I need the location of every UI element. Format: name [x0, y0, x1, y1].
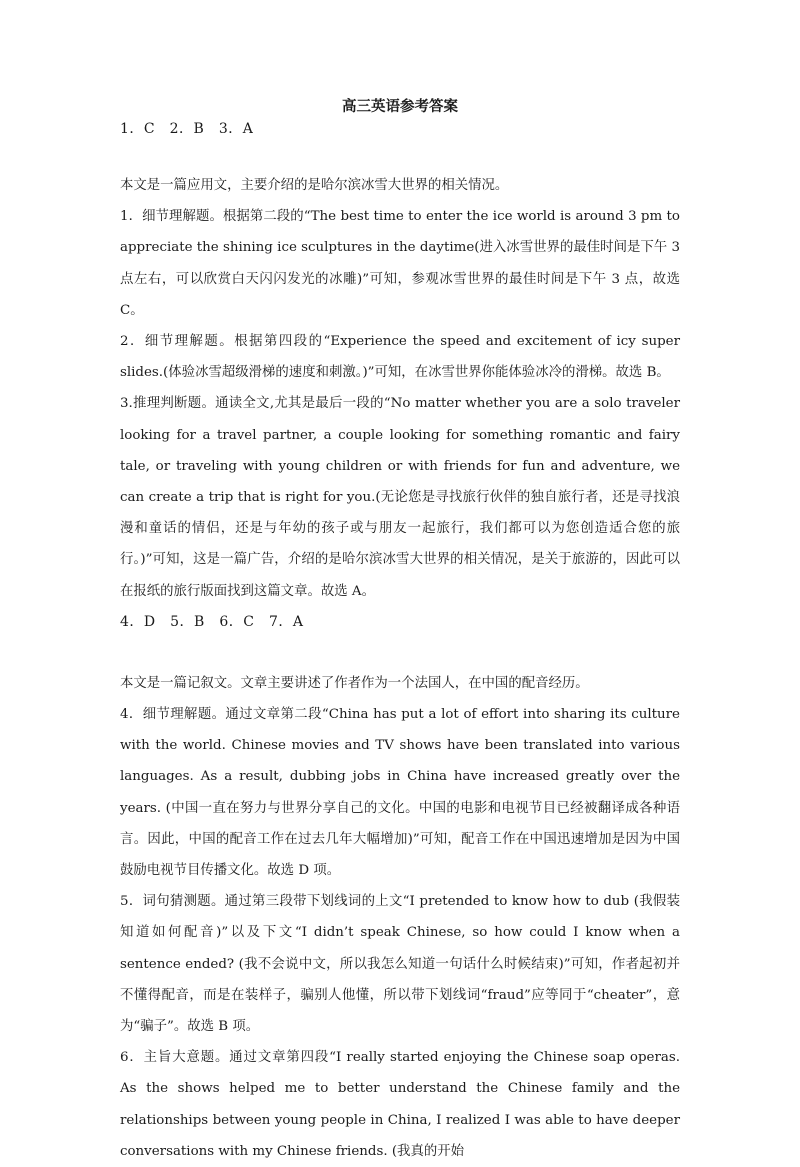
spacer [120, 638, 680, 668]
explanation-q1: 1．细节理解题。根据第二段的“The best time to enter the ice world is around 3 pm to appreciate the shining ice sculptures in the daytime(进入冰雪世界的最佳时间是下午 3 点左右，可以欣赏白天闪闪发光的冰雕)”可知，参观冰雪世界的最佳时间是下午 3 点，故选 C。 [120, 209, 680, 318]
answer-key-4-7: 4．D 5．B 6．C 7．A [120, 613, 304, 630]
explanation-q4: 4．细节理解题。通过文章第二段“China has put a lot of effort into sharing its culture with the world. Chinese movies and TV shows have been translated into various languages. As a result, dubbing jobs in China have increased greatly over the years. (中国一直在努力与世界分享自己的文化。中国的电影和电视节目已经被翻译成各种语言。因此，中国的配音工作在过去几年大幅增加)”可知，配音工作在中国迅速增加是因为中国鼓励电视节目传播文化。故选 D 项。 [120, 707, 680, 879]
spacer [120, 140, 680, 170]
explanation-q5: 5．词句猜测题。通过第三段带下划线词的上文“I pretended to know how to dub (我假装知道如何配音)”以及下文“I didn’t speak Chinese, so how could I know when a sentence ended? (我不会说中文，所以我怎么知道一句话什么时候结束)”可知，作者起初并不懂得配音，而是在装样子，骗别人他懂，所以带下划线词“fraud”应等同于“cheater”，意为“骗子”。故选 B 项。 [120, 894, 680, 1035]
section2-intro: 本文是一篇记叙文。文章主要讲述了作者作为一个法国人，在中国的配音经历。 [120, 675, 589, 691]
section1-intro: 本文是一篇应用文，主要介绍的是哈尔滨冰雪大世界的相关情况。 [120, 178, 509, 193]
page-title: 高三英语参考答案 [342, 98, 458, 115]
explanation-q6: 6．主旨大意题。通过文章第四段“I really started enjoying the Chinese soap operas. As the shows helped me to better understand the Chinese family and the relationships between young people in China, I realized I was able to have deeper conversations with my Chinese friends. (我真的开始 [120, 1050, 680, 1159]
explanation-q2: 2．细节理解题。根据第四段的“Experience the speed and excitement of icy super slides.(体验冰雪超级滑梯的速度和刺激。)”可知，在冰雪世界你能体验冰冷的滑梯。故选 B。 [120, 334, 680, 381]
explanation-q3: 3.推理判断题。通读全文,尤其是最后一段的“No matter whether you are a solo traveler looking for a travel partner, a couple looking for something romantic and fairy tale, or traveling with young children or with friends for fun and adventure, we can create a trip that is right for you.(无论您是寻找旅行伙伴的独自旅行者，还是寻找浪漫和童话的情侣，还是与年幼的孩子或与朋友一起旅行，我们都可以为您创造适合您的旅行。)”可知，这是一篇广告，介绍的是哈尔滨冰雪大世界的相关情况，是关于旅游的，因此可以在报纸的旅行版面找到这篇文章。故选 A。 [120, 396, 680, 599]
answer-key-1-3: 1．C 2．B 3．A [120, 121, 254, 137]
answer-document [120, 96, 680, 1167]
